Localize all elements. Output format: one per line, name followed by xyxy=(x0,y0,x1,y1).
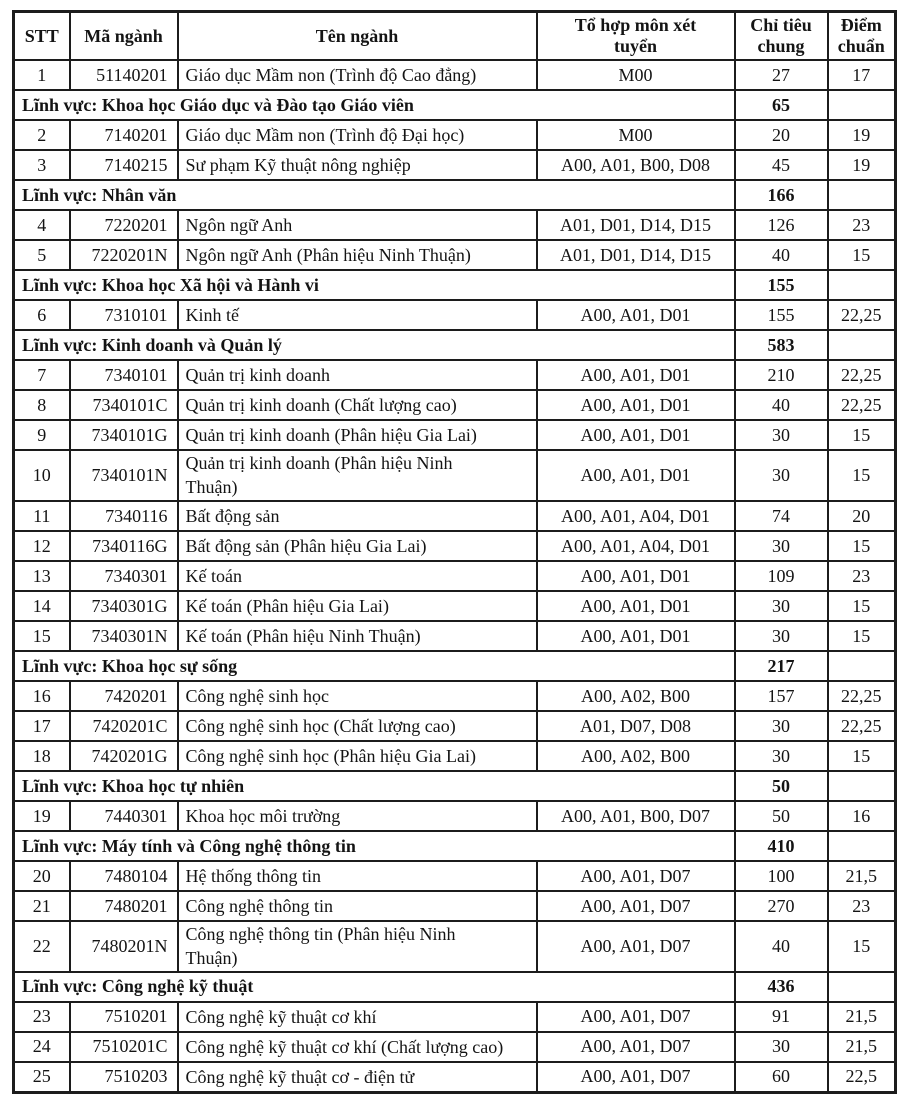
cell-stt: 22 xyxy=(14,921,70,972)
table-row xyxy=(14,1002,896,1032)
cell-diem-chuan: 21,5 xyxy=(828,861,896,891)
section-row xyxy=(14,180,896,210)
cell-stt: 2 xyxy=(14,120,70,150)
table-row xyxy=(14,501,896,531)
table-row xyxy=(14,120,896,150)
cell-to-hop: A00, A01, D01 xyxy=(537,390,735,420)
ten-nganh-text: Ngôn ngữ Anh (Phân hiệu Ninh Thuận) xyxy=(185,245,471,266)
cell-diem-chuan: 15 xyxy=(828,420,896,450)
cell-to-hop: A01, D07, D08 xyxy=(537,711,735,741)
cell-ma-nganh: 7140215 xyxy=(70,150,178,180)
cell-to-hop: A00, A01, D07 xyxy=(537,1002,735,1032)
table-row xyxy=(14,861,896,891)
cell-chi-tieu: 100 xyxy=(735,861,828,891)
cell-diem-chuan: 20 xyxy=(828,501,896,531)
col-header-to-hop-label: Tổ hợp môn xét tuyển xyxy=(574,15,697,57)
cell-stt: 14 xyxy=(14,591,70,621)
cell-chi-tieu: 40 xyxy=(735,921,828,972)
ten-nganh-text: Bất động sản xyxy=(185,506,280,527)
cell-stt: 7 xyxy=(14,360,70,390)
ten-nganh-text: Kế toán (Phân hiệu Ninh Thuận) xyxy=(185,626,421,647)
cell-diem-chuan: 23 xyxy=(828,210,896,240)
table-row xyxy=(14,450,896,501)
cell-chi-tieu: 270 xyxy=(735,891,828,921)
table-row xyxy=(14,150,896,180)
section-label-cell: Lĩnh vực: Công nghệ kỹ thuật xyxy=(14,972,735,1002)
cell-chi-tieu: 50 xyxy=(735,801,828,831)
col-header-ma-nganh xyxy=(70,12,178,61)
cell-ma-nganh: 7340101 xyxy=(70,360,178,390)
ten-nganh-text: Công nghệ kỹ thuật cơ khí (Chất lượng cao) xyxy=(185,1036,504,1057)
cell-diem-chuan: 22,25 xyxy=(828,681,896,711)
cell-ten-nganh xyxy=(178,921,537,972)
section-label-cell: Lĩnh vực: Nhân văn xyxy=(14,180,735,210)
table-row xyxy=(14,1062,896,1093)
table-row xyxy=(14,681,896,711)
cell-chi-tieu: 210 xyxy=(735,360,828,390)
header-row xyxy=(14,12,896,61)
cell-ten-nganh xyxy=(178,681,537,711)
cell-ma-nganh: 7340101C xyxy=(70,390,178,420)
cell-chi-tieu: 30 xyxy=(735,420,828,450)
ten-nganh-text: Công nghệ sinh học xyxy=(185,686,329,707)
cell-chi-tieu: 157 xyxy=(735,681,828,711)
table-row xyxy=(14,240,896,270)
ten-nganh-text: Công nghệ thông tin xyxy=(185,896,333,917)
cell-ten-nganh xyxy=(178,360,537,390)
section-row xyxy=(14,651,896,681)
cell-chi-tieu: 40 xyxy=(735,390,828,420)
cell-to-hop: A01, D01, D14, D15 xyxy=(537,210,735,240)
cell-ma-nganh: 7340101N xyxy=(70,450,178,501)
cell-chi-tieu: 30 xyxy=(735,450,828,501)
cell-to-hop: A00, A01, D01 xyxy=(537,561,735,591)
section-score-cell xyxy=(828,651,896,681)
cell-to-hop: A00, A01, D01 xyxy=(537,420,735,450)
col-header-to-hop xyxy=(537,12,735,61)
cell-ma-nganh: 51140201 xyxy=(70,60,178,90)
cell-diem-chuan: 15 xyxy=(828,450,896,501)
ten-nganh-text: Bất động sản (Phân hiệu Gia Lai) xyxy=(185,536,427,557)
cell-to-hop: M00 xyxy=(537,60,735,90)
cell-to-hop: A00, A01, D01 xyxy=(537,360,735,390)
table-row xyxy=(14,420,896,450)
ten-nganh-text: Công nghệ kỹ thuật cơ - điện tử xyxy=(185,1066,415,1087)
cell-to-hop: M00 xyxy=(537,120,735,150)
cell-stt: 19 xyxy=(14,801,70,831)
cell-ten-nganh xyxy=(178,591,537,621)
cell-ma-nganh: 7480201 xyxy=(70,891,178,921)
cell-diem-chuan: 22,25 xyxy=(828,390,896,420)
cell-diem-chuan: 15 xyxy=(828,531,896,561)
table-row xyxy=(14,801,896,831)
cell-ten-nganh xyxy=(178,1062,537,1093)
cell-to-hop: A00, A01, A04, D01 xyxy=(537,501,735,531)
cell-chi-tieu: 30 xyxy=(735,621,828,651)
cell-diem-chuan: 22,25 xyxy=(828,711,896,741)
section-quota-cell: 50 xyxy=(735,771,828,801)
cell-to-hop: A00, A01, A04, D01 xyxy=(537,531,735,561)
table-row xyxy=(14,300,896,330)
cell-stt: 24 xyxy=(14,1032,70,1062)
cell-stt: 6 xyxy=(14,300,70,330)
cell-to-hop: A00, A01, D01 xyxy=(537,450,735,501)
cell-ma-nganh: 7420201 xyxy=(70,681,178,711)
ten-nganh-text: Quản trị kinh doanh (Phân hiệu Ninh Thuận) xyxy=(185,453,453,497)
cell-diem-chuan: 17 xyxy=(828,60,896,90)
cell-stt: 17 xyxy=(14,711,70,741)
col-header-ten-nganh xyxy=(178,12,537,61)
cell-ten-nganh xyxy=(178,300,537,330)
section-row xyxy=(14,330,896,360)
cell-ma-nganh: 7340301G xyxy=(70,591,178,621)
cell-to-hop: A00, A01, D07 xyxy=(537,1032,735,1062)
cell-ma-nganh: 7480201N xyxy=(70,921,178,972)
cell-to-hop: A00, A02, B00 xyxy=(537,741,735,771)
col-header-chi-tieu-label: Chỉ tiêu chung xyxy=(750,15,812,57)
table-row xyxy=(14,621,896,651)
cell-ten-nganh xyxy=(178,120,537,150)
table-row xyxy=(14,591,896,621)
cell-to-hop: A00, A02, B00 xyxy=(537,681,735,711)
ten-nganh-text: Quản trị kinh doanh (Phân hiệu Gia Lai) xyxy=(185,425,477,446)
table-row xyxy=(14,921,896,972)
table-row xyxy=(14,561,896,591)
cell-ma-nganh: 7140201 xyxy=(70,120,178,150)
section-label-cell: Lĩnh vực: Khoa học sự sống xyxy=(14,651,735,681)
cell-chi-tieu: 27 xyxy=(735,60,828,90)
ten-nganh-text: Giáo dục Mầm non (Trình độ Cao đẳng) xyxy=(185,65,477,86)
section-quota-cell: 155 xyxy=(735,270,828,300)
cell-to-hop: A00, A01, D07 xyxy=(537,921,735,972)
cell-stt: 5 xyxy=(14,240,70,270)
admissions-table xyxy=(12,10,897,1094)
section-label-cell: Lĩnh vực: Máy tính và Công nghệ thông tin xyxy=(14,831,735,861)
cell-ma-nganh: 7510201 xyxy=(70,1002,178,1032)
table-row xyxy=(14,741,896,771)
cell-stt: 3 xyxy=(14,150,70,180)
cell-chi-tieu: 40 xyxy=(735,240,828,270)
table-row xyxy=(14,390,896,420)
cell-diem-chuan: 19 xyxy=(828,150,896,180)
cell-ten-nganh xyxy=(178,420,537,450)
cell-stt: 4 xyxy=(14,210,70,240)
cell-ma-nganh: 7420201G xyxy=(70,741,178,771)
cell-diem-chuan: 15 xyxy=(828,621,896,651)
ten-nganh-text: Sư phạm Kỹ thuật nông nghiệp xyxy=(185,155,411,176)
cell-ten-nganh xyxy=(178,741,537,771)
section-quota-cell: 217 xyxy=(735,651,828,681)
cell-stt: 11 xyxy=(14,501,70,531)
cell-ten-nganh xyxy=(178,150,537,180)
section-score-cell xyxy=(828,972,896,1002)
cell-diem-chuan: 23 xyxy=(828,891,896,921)
cell-diem-chuan: 16 xyxy=(828,801,896,831)
cell-to-hop: A00, A01, B00, D07 xyxy=(537,801,735,831)
section-row xyxy=(14,771,896,801)
cell-ten-nganh xyxy=(178,861,537,891)
table-row xyxy=(14,711,896,741)
cell-ma-nganh: 7220201 xyxy=(70,210,178,240)
cell-ten-nganh xyxy=(178,531,537,561)
cell-ten-nganh xyxy=(178,1032,537,1062)
cell-chi-tieu: 20 xyxy=(735,120,828,150)
section-label-cell: Lĩnh vực: Khoa học Giáo dục và Đào tạo Giáo viên xyxy=(14,90,735,120)
cell-diem-chuan: 22,5 xyxy=(828,1062,896,1093)
section-row xyxy=(14,90,896,120)
table-row xyxy=(14,1032,896,1062)
cell-ten-nganh xyxy=(178,561,537,591)
ten-nganh-text: Giáo dục Mầm non (Trình độ Đại học) xyxy=(185,125,465,146)
col-header-ten-nganh-label: Tên ngành xyxy=(315,25,399,46)
cell-to-hop: A01, D01, D14, D15 xyxy=(537,240,735,270)
cell-ma-nganh: 7340116 xyxy=(70,501,178,531)
ten-nganh-text: Quản trị kinh doanh xyxy=(185,365,330,386)
admissions-table-body xyxy=(14,60,896,1092)
cell-ten-nganh xyxy=(178,501,537,531)
section-score-cell xyxy=(828,831,896,861)
ten-nganh-text: Công nghệ kỹ thuật cơ khí xyxy=(185,1006,377,1027)
section-row xyxy=(14,831,896,861)
section-quota-cell: 583 xyxy=(735,330,828,360)
cell-ma-nganh: 7510201C xyxy=(70,1032,178,1062)
cell-ten-nganh xyxy=(178,390,537,420)
section-quota-cell: 436 xyxy=(735,972,828,1002)
ten-nganh-text: Kế toán (Phân hiệu Gia Lai) xyxy=(185,596,389,617)
cell-to-hop: A00, A01, D01 xyxy=(537,591,735,621)
cell-ten-nganh xyxy=(178,210,537,240)
cell-chi-tieu: 109 xyxy=(735,561,828,591)
ten-nganh-text: Kinh tế xyxy=(185,305,239,326)
ten-nganh-text: Hệ thống thông tin xyxy=(185,866,321,887)
cell-chi-tieu: 126 xyxy=(735,210,828,240)
cell-ten-nganh xyxy=(178,801,537,831)
cell-ma-nganh: 7340116G xyxy=(70,531,178,561)
cell-ma-nganh: 7480104 xyxy=(70,861,178,891)
cell-chi-tieu: 60 xyxy=(735,1062,828,1093)
cell-to-hop: A00, A01, D01 xyxy=(537,621,735,651)
cell-stt: 15 xyxy=(14,621,70,651)
ten-nganh-text: Khoa học môi trường xyxy=(185,806,341,827)
ten-nganh-text: Công nghệ thông tin (Phân hiệu Ninh Thuận) xyxy=(185,924,456,968)
section-label-cell: Lĩnh vực: Khoa học Xã hội và Hành vi xyxy=(14,270,735,300)
ten-nganh-text: Quản trị kinh doanh (Chất lượng cao) xyxy=(185,395,457,416)
cell-to-hop: A00, A01, D01 xyxy=(537,300,735,330)
col-header-stt xyxy=(14,12,70,61)
cell-chi-tieu: 45 xyxy=(735,150,828,180)
cell-ten-nganh xyxy=(178,450,537,501)
cell-ten-nganh xyxy=(178,240,537,270)
cell-diem-chuan: 19 xyxy=(828,120,896,150)
cell-ma-nganh: 7510203 xyxy=(70,1062,178,1093)
section-score-cell xyxy=(828,771,896,801)
cell-ten-nganh xyxy=(178,711,537,741)
cell-diem-chuan: 15 xyxy=(828,741,896,771)
table-row xyxy=(14,531,896,561)
cell-chi-tieu: 30 xyxy=(735,1032,828,1062)
ten-nganh-text: Công nghệ sinh học (Chất lượng cao) xyxy=(185,716,456,737)
cell-diem-chuan: 15 xyxy=(828,591,896,621)
ten-nganh-text: Kế toán xyxy=(185,566,242,587)
col-header-chi-tieu xyxy=(735,12,828,61)
cell-stt: 1 xyxy=(14,60,70,90)
section-label-cell: Lĩnh vực: Kinh doanh và Quản lý xyxy=(14,330,735,360)
section-score-cell xyxy=(828,270,896,300)
cell-stt: 23 xyxy=(14,1002,70,1032)
cell-stt: 13 xyxy=(14,561,70,591)
cell-to-hop: A00, A01, D07 xyxy=(537,861,735,891)
cell-stt: 20 xyxy=(14,861,70,891)
cell-chi-tieu: 30 xyxy=(735,741,828,771)
section-score-cell xyxy=(828,180,896,210)
cell-ma-nganh: 7440301 xyxy=(70,801,178,831)
section-quota-cell: 410 xyxy=(735,831,828,861)
col-header-diem-chuan xyxy=(828,12,896,61)
cell-diem-chuan: 22,25 xyxy=(828,300,896,330)
cell-stt: 18 xyxy=(14,741,70,771)
table-row xyxy=(14,891,896,921)
cell-chi-tieu: 30 xyxy=(735,531,828,561)
cell-chi-tieu: 30 xyxy=(735,711,828,741)
table-row xyxy=(14,60,896,90)
cell-stt: 8 xyxy=(14,390,70,420)
cell-ma-nganh: 7420201C xyxy=(70,711,178,741)
section-quota-cell: 166 xyxy=(735,180,828,210)
col-header-stt-label: STT xyxy=(24,25,59,46)
section-quota-cell: 65 xyxy=(735,90,828,120)
cell-diem-chuan: 23 xyxy=(828,561,896,591)
cell-diem-chuan: 21,5 xyxy=(828,1032,896,1062)
table-row xyxy=(14,210,896,240)
cell-diem-chuan: 21,5 xyxy=(828,1002,896,1032)
section-row xyxy=(14,972,896,1002)
cell-ten-nganh xyxy=(178,621,537,651)
cell-ten-nganh xyxy=(178,1002,537,1032)
cell-ma-nganh: 7310101 xyxy=(70,300,178,330)
section-score-cell xyxy=(828,330,896,360)
cell-chi-tieu: 74 xyxy=(735,501,828,531)
col-header-diem-chuan-label: Điểm chuẩn xyxy=(837,15,885,57)
cell-stt: 16 xyxy=(14,681,70,711)
cell-ma-nganh: 7340301N xyxy=(70,621,178,651)
col-header-ma-nganh-label: Mã ngành xyxy=(84,25,163,46)
section-row xyxy=(14,270,896,300)
cell-ten-nganh xyxy=(178,60,537,90)
table-row xyxy=(14,360,896,390)
section-label-cell: Lĩnh vực: Khoa học tự nhiên xyxy=(14,771,735,801)
cell-stt: 21 xyxy=(14,891,70,921)
cell-diem-chuan: 15 xyxy=(828,240,896,270)
ten-nganh-text: Ngôn ngữ Anh xyxy=(185,215,293,236)
cell-ma-nganh: 7220201N xyxy=(70,240,178,270)
cell-to-hop: A00, A01, D07 xyxy=(537,891,735,921)
cell-stt: 9 xyxy=(14,420,70,450)
cell-chi-tieu: 155 xyxy=(735,300,828,330)
ten-nganh-text: Công nghệ sinh học (Phân hiệu Gia Lai) xyxy=(185,746,476,767)
cell-to-hop: A00, A01, D07 xyxy=(537,1062,735,1093)
cell-ma-nganh: 7340301 xyxy=(70,561,178,591)
cell-ten-nganh xyxy=(178,891,537,921)
cell-stt: 12 xyxy=(14,531,70,561)
cell-stt: 25 xyxy=(14,1062,70,1093)
cell-to-hop: A00, A01, B00, D08 xyxy=(537,150,735,180)
cell-diem-chuan: 15 xyxy=(828,921,896,972)
cell-stt: 10 xyxy=(14,450,70,501)
section-score-cell xyxy=(828,90,896,120)
cell-chi-tieu: 91 xyxy=(735,1002,828,1032)
cell-ma-nganh: 7340101G xyxy=(70,420,178,450)
cell-diem-chuan: 22,25 xyxy=(828,360,896,390)
cell-chi-tieu: 30 xyxy=(735,591,828,621)
